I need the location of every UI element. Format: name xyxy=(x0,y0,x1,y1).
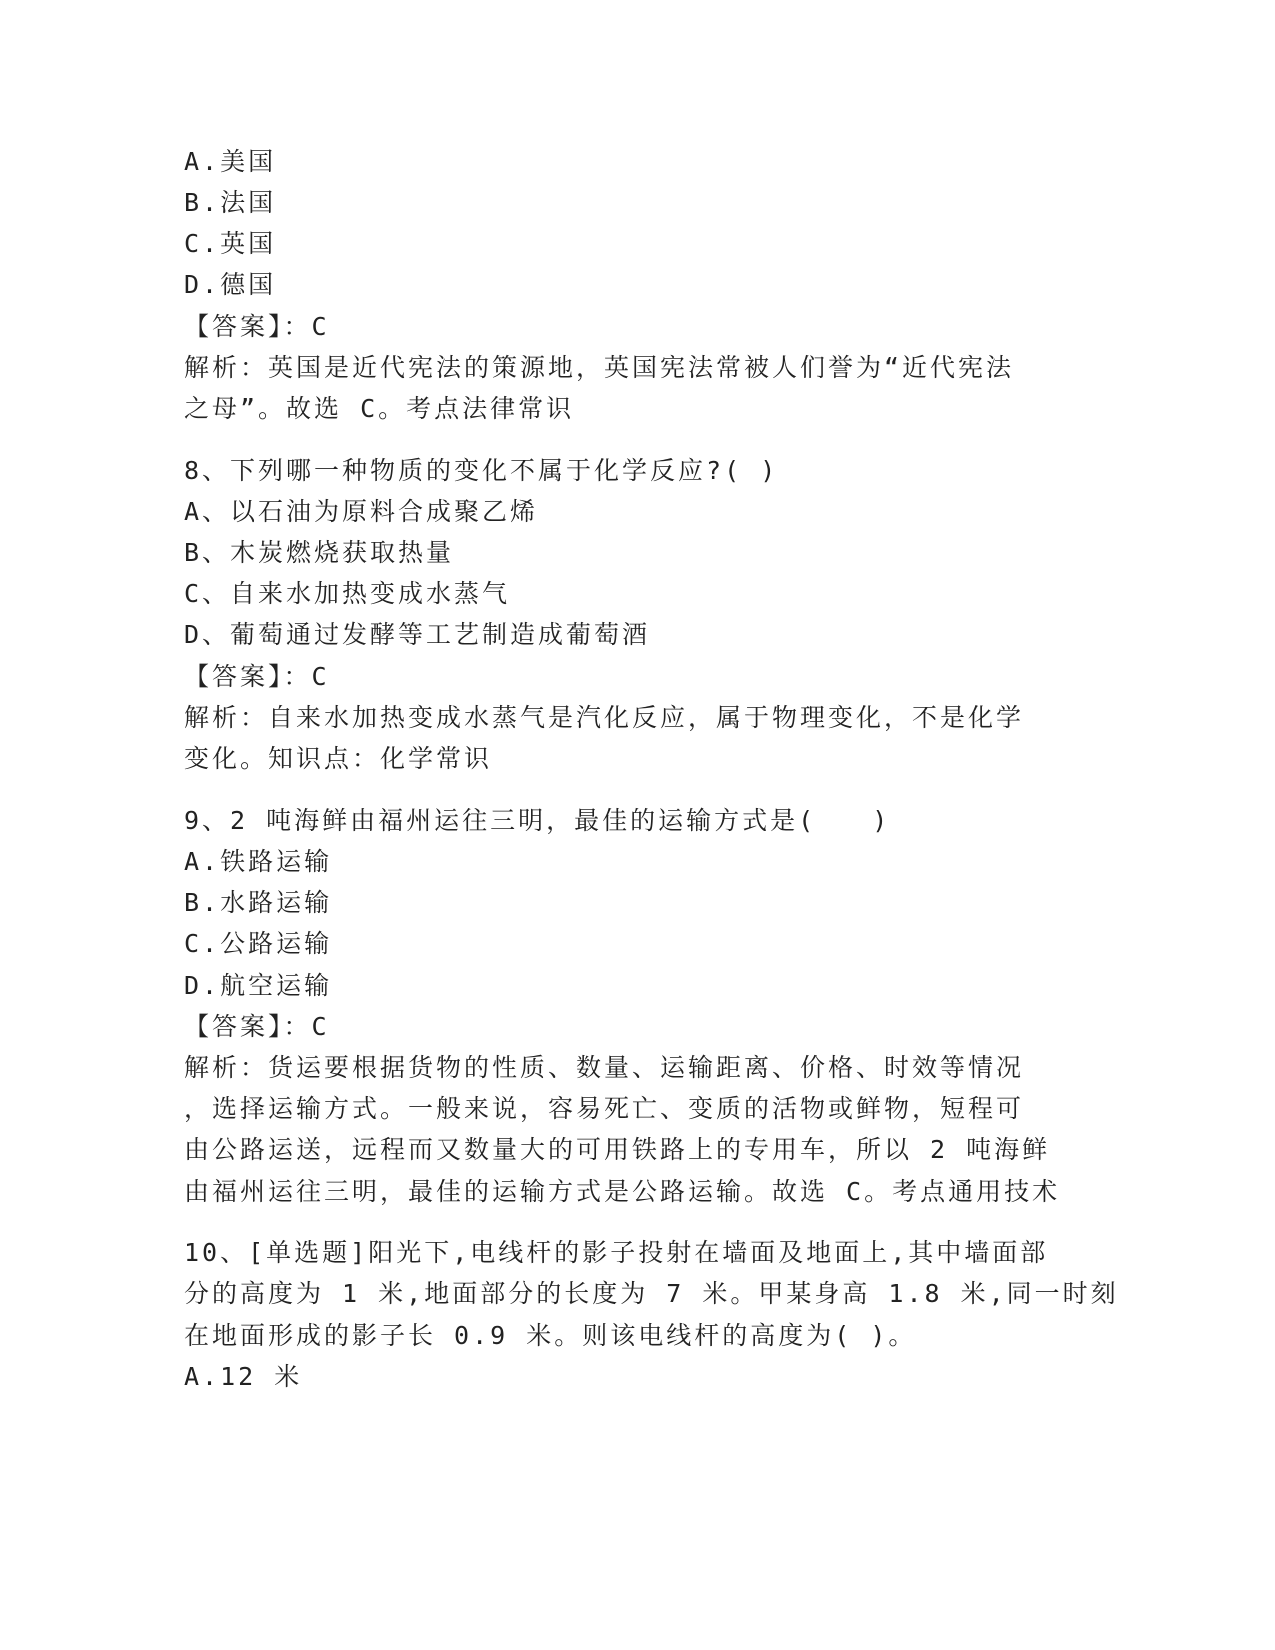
q8-analysis-line-1: 解析：自来水加热变成水蒸气是汽化反应，属于物理变化，不是化学 xyxy=(184,703,1025,732)
q8-stem: 8、下列哪一种物质的变化不属于化学反应?( ) xyxy=(184,456,779,485)
q9-analysis-line-4: 由福州运往三明，最佳的运输方式是公路运输。故选 C。考点通用技术 xyxy=(184,1177,1061,1206)
q8-option-c: C、自来水加热变成水蒸气 xyxy=(184,579,511,608)
q9-option-a: A.铁路运输 xyxy=(184,847,333,876)
q7-option-a: A.美国 xyxy=(184,147,277,176)
q7-analysis-line-2: 之母”。故选 C。考点法律常识 xyxy=(184,394,575,423)
q8-option-b: B、木炭燃烧获取热量 xyxy=(184,538,455,567)
q8-option-a: A、以石油为原料合成聚乙烯 xyxy=(184,497,539,526)
q7-option-d: D.德国 xyxy=(184,270,277,299)
q8-answer: 【答案】：C xyxy=(184,662,330,691)
q10-option-a: A.12 米 xyxy=(184,1362,303,1391)
q9-answer: 【答案】：C xyxy=(184,1012,330,1041)
q9-analysis-line-2: ，选择运输方式。一般来说，容易死亡、变质的活物或鲜物，短程可 xyxy=(184,1094,1025,1123)
q9-analysis-line-3: 由公路运送，远程而又数量大的可用铁路上的专用车，所以 2 吨海鲜 xyxy=(184,1135,1051,1164)
q9-option-d: D.航空运输 xyxy=(184,971,333,1000)
q8-analysis-line-2: 变化。知识点：化学常识 xyxy=(184,744,493,773)
q10-stem-line-3: 在地面形成的影子长 0.9 米。则该电线杆的高度为( )。 xyxy=(184,1321,917,1350)
q10-stem-line-2: 分的高度为 1 米,地面部分的长度为 7 米。甲某身高 1.8 米,同一时刻 xyxy=(184,1279,1119,1308)
q7-analysis-line-1: 解析：英国是近代宪法的策源地，英国宪法常被人们誉为“近代宪法 xyxy=(184,353,1015,382)
q7-option-c: C.英国 xyxy=(184,229,277,258)
q7-answer: 【答案】：C xyxy=(184,312,330,341)
q9-option-c: C.公路运输 xyxy=(184,929,333,958)
q9-option-b: B.水路运输 xyxy=(184,888,333,917)
q9-analysis-line-1: 解析：货运要根据货物的性质、数量、运输距离、价格、时效等情况 xyxy=(184,1053,1025,1082)
q7-option-b: B.法国 xyxy=(184,188,277,217)
q9-stem: 9、2 吨海鲜由福州运往三明，最佳的运输方式是( ) xyxy=(184,806,891,835)
q10-stem-line-1: 10、[单选题]阳光下,电线杆的影子投射在墙面及地面上,其中墙面部 xyxy=(184,1238,1049,1267)
q8-option-d: D、葡萄通过发酵等工艺制造成葡萄酒 xyxy=(184,620,651,649)
